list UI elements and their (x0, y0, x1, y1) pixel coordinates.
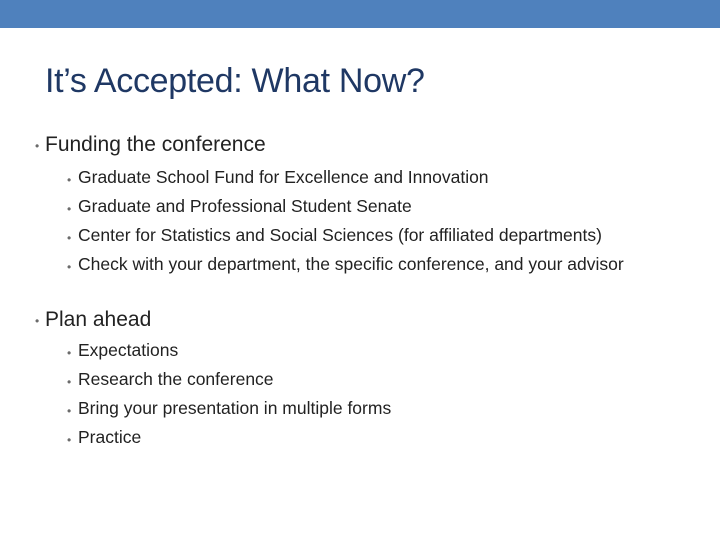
bullet-plan-ahead (35, 308, 152, 332)
bullet-dot: • (67, 173, 72, 187)
slide-title: It’s Accepted: What Now? (45, 62, 425, 100)
sub-bullet (67, 367, 698, 391)
sub-bullet (67, 165, 698, 189)
sub-bullet-text: Practice (78, 427, 142, 447)
sub-bullet-text: Center for Statistics and Social Sciences (for affiliated departments) (78, 225, 602, 245)
sub-bullet-text: Graduate School Fund for Excellence and Innovation (78, 167, 489, 187)
sub-bullet (67, 223, 698, 247)
bullet-dot: • (67, 231, 72, 245)
sub-bullet-text: Research the conference (78, 369, 274, 389)
bullet-dot: • (67, 202, 72, 216)
bullet-text: Funding the conference (45, 133, 266, 156)
bullet-dot: • (67, 433, 72, 447)
bullet-text: Plan ahead (45, 308, 152, 331)
bullet-dot: • (35, 314, 40, 328)
sub-bullet-text: Expectations (78, 340, 179, 360)
bullet-dot: • (67, 375, 72, 389)
sub-bullet-text: Bring your presentation in multiple forms (78, 398, 392, 418)
sub-bullet (67, 252, 648, 276)
sub-bullet-text: Graduate and Professional Student Senate (78, 196, 412, 216)
sub-bullet (67, 425, 698, 449)
bullet-dot: • (67, 404, 72, 418)
sub-bullet (67, 338, 698, 362)
top-accent-bar (0, 0, 720, 28)
sub-bullet (67, 194, 698, 218)
bullet-dot: • (35, 139, 40, 153)
sub-bullet (67, 396, 698, 420)
bullet-funding (35, 133, 266, 157)
bullet-dot: • (67, 260, 72, 274)
sub-bullet-text: Check with your department, the specific conference, and your advisor (78, 254, 624, 274)
bullet-dot: • (67, 346, 72, 360)
